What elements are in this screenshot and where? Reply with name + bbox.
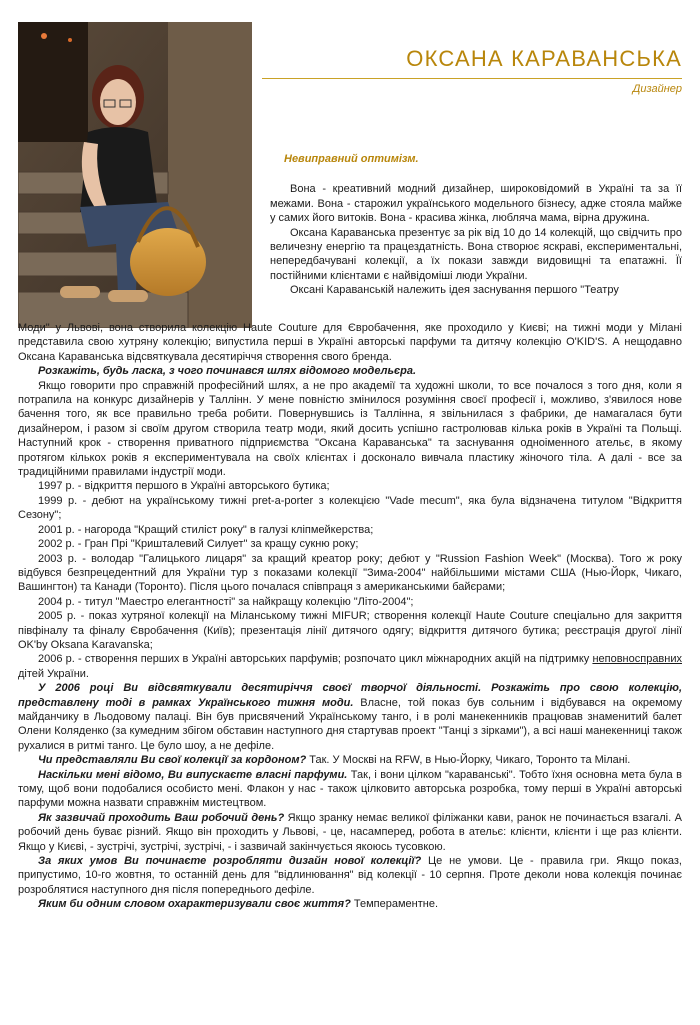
qa-paragraph — [18, 753, 682, 767]
question: Яким би одним словом охарактеризували своє життя? — [38, 898, 351, 911]
question: Чи представляли Ви свої колекції за кордоном? — [38, 754, 307, 767]
intro-paragraph: Оксані Караванській належить ідея заснування першого "Театру — [290, 284, 619, 297]
article-subtitle: Невиправний оптимізм. — [284, 153, 419, 165]
underlined-word: неповносправних — [592, 653, 682, 666]
question: У 2006 році Ви відсвяткували десятиріччя своєї творчої діяльності. Розкажіть про свою колекцію, представлену тоді в рамках Українського тижня моди. — [18, 682, 682, 709]
role-label: Дизайнер — [627, 83, 682, 95]
intro-paragraph: Оксана Караванська презентує за рік від 10 до 14 колекцій, що свідчить про величезну енергію та працездатність. Вона створює яскраві, експериментальні, непередбачувані колекції, а їх покази завжди видовищні та епатажні. Її постійними клієнтами є найвідоміші люди України. — [270, 226, 682, 282]
qa-paragraph — [18, 681, 682, 753]
designer-photo — [18, 22, 252, 328]
qa-paragraph — [18, 854, 682, 897]
article-body — [18, 321, 682, 912]
timeline-item: 2003 р. - володар "Галицького лицаря" за кращий креатор року; дебют у "Russion Fashion Week" (Москва). Того ж року відбувся безпрецедентний для України тур з показами колекції "Зима-2004" найбільшими містами США (Нью-Йорк, Чикаго, Вашингтон) та Канади (Торонто). Після цього почалася співпраця з американськими байєрами; — [18, 552, 682, 594]
answer: Якщо зранку немає великої філіжанки кави, ранок не починається взагалі. А робочий день буває різний. Якщо він проходить у Львові, - це, насамперед, робота в ательє: клієнти, клієнти і ще раз клієнти. Якщо у Києві, - зустрічі, зустрічі, зустрічі, - і зазвичай закінчується якоюсь тусовкою. — [18, 811, 682, 853]
intro-paragraph: Вона - креативний модний дизайнер, широковідомий в Україні та за її межами. Вона - старожил українського модельного бізнесу, адже стояла майже у самих його витоків. Вона - красива жінка, любляча мама, вірна дружина. — [270, 183, 682, 225]
designer-name: ОКСАНА КАРАВАНСЬКА — [406, 46, 682, 71]
timeline-text: дітей України. — [18, 667, 89, 680]
header-rule — [262, 78, 682, 79]
qa-paragraph — [18, 811, 682, 854]
intro-paragraph: Моди" у Львові, вона створила колекцію Haute Couture для Євробачення, яке проходило у Києві; на тижні моди у Мілані представила свою хутряну колекцію; випустила перші в Україні авторські парфуми та дитячу колекцію O'KID'S. А нещодавно Оксана Караванська відсвяткувала десятиріччя створення свого бренда. — [18, 322, 683, 363]
timeline-item: 2004 р. - титул "Маестро елегантності" за найкращу колекцію "Літо-2004"; — [38, 595, 414, 608]
timeline-item: 2001 р. - нагорода "Кращий стиліст року" в галузі кліпмейкерства; — [38, 523, 374, 536]
timeline-item — [18, 652, 682, 681]
timeline-item: 1999 р. - дебют на українському тижні pret-a-porter з колекцією "Vade mecum", яка була відзначена титулом "Відкриття Сезону"; — [18, 494, 682, 522]
answer: Так, і вони цілком "караванські". Тобто їхня основна мета була в тому, щоб вони подобалися особисто мені. Флакон у нас - також цілковито авторська розробка, тому перші в Україні авторські парфуми можна назвати справжнім мистецтвом. — [18, 768, 683, 810]
qa-paragraph — [18, 768, 682, 811]
question: Розкажіть, будь ласка, з чого починався шлях відомого модельєра. — [38, 365, 417, 378]
question: Як зазвичай проходить Ваш робочий день? — [38, 811, 285, 824]
question: Наскільки мені відомо, Ви випускаєте власні парфуми. — [38, 768, 348, 781]
timeline-text: 2006 р. - створення перших в Україні авторських парфумів; розпочато цикл міжнародних акцій на підтримку — [38, 653, 593, 666]
answer: Темпераментне. — [350, 898, 439, 911]
timeline-item: 2005 р. - показ хутряної колекції на Міланському тижні MIFUR; створення колекції Haute Couture спеціально для закриття півфіналу та фіналу Євробачення (Київ); презентація лінії дитячого одягу; відкриття дитячого бутика; реєстрація другої лінії OK'by Oksana Karavanska; — [18, 610, 682, 651]
answer: Якщо говорити про справжній професійний шлях, а не про академії та художні школи, то все почалося з того дня, коли я потрапила на конкурс дизайнерів у Таллінн. У мене повністю змінилося розуміння своєї професії і, можливо, з'явилося нове бачення того, як все правильно треба робити. Повернувшись із Таллінна, я звільнилася з фабрики, де намагалася бути дизайнером, і разом зі своїм другом створила театр моди, який досить успішно гастролював кілька років в Україні та Польщі. Наступний крок - створення приватного підприємства "Оксана Караванська" та заснування одноіменного ательє, в якому протягом кількох років я експериментувала на своїх клієнтах і досконало вивчала пластику жіночого тіла. А далі - все за традиційними правилами індустрії моди. — [18, 379, 682, 479]
answer: Так. У Москві на RFW, в Нью-Йорку, Чикаго, Торонто та Мілані. — [306, 754, 631, 767]
question: За яких умов Ви починаєте розробляти дизайн нової колекції? — [38, 855, 422, 868]
intro-column — [270, 152, 682, 298]
answer: Власне, той показ був сольним і відбувався на окремому майданчику в Льодовому палаці. Він був присвячений Українському танго, і в ролі манекенників працював знаменитий балет Олени Коляденко (за кумедним збігом обставин наступного дня стартував проект "Танці з зірками"), а всі наші манекенниці також рухалися в ритмі танго. Це було шоу, а не дефіле. — [18, 696, 682, 752]
answer: Це не умови. Це - правила гри. Якщо показ, припустимо, 10-го жовтня, то останній день для "відлинювання" від колекції - 10 серпня. Проте деколи нова колекція починає розроблятися наступного дня після попереднього дефіле. — [18, 855, 682, 896]
qa-paragraph — [18, 897, 682, 911]
timeline-item: 1997 р. - відкриття першого в Україні авторського бутика; — [38, 480, 330, 493]
timeline-item: 2002 р. - Гран Прі "Кришталевий Силует" за кращу сукню року; — [38, 538, 359, 551]
article-header — [262, 46, 682, 95]
designer-role — [262, 83, 682, 95]
